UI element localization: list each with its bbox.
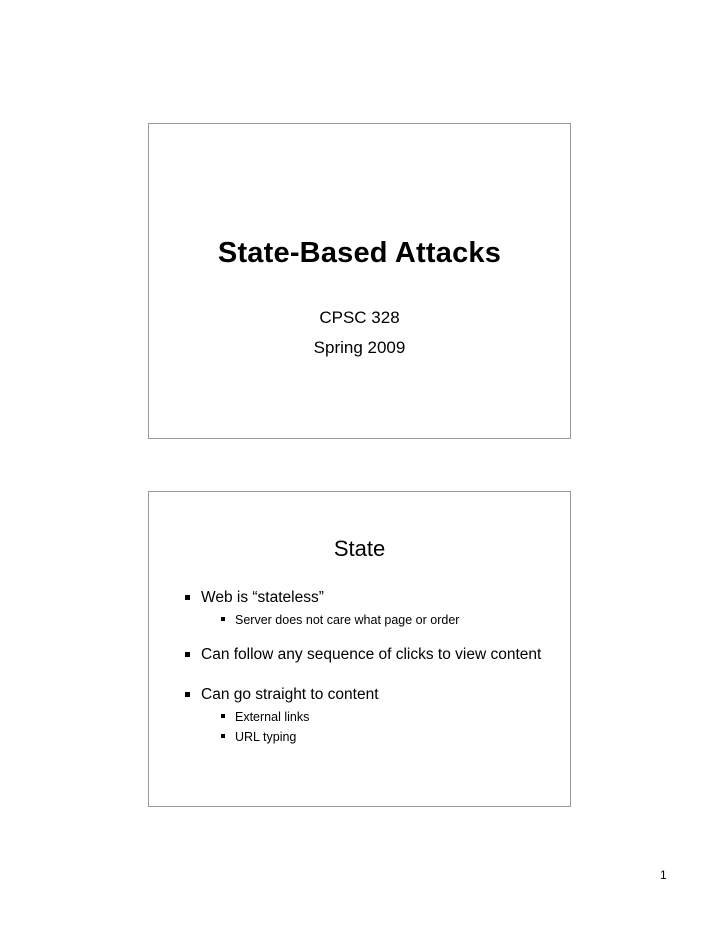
bullet-text: Can go straight to content — [201, 686, 379, 703]
sub-bullet-item — [221, 707, 550, 727]
slide-2-title: State — [333, 536, 386, 561]
sub-bullet-text: External links — [235, 710, 310, 724]
sub-bullet-text: Server does not care what page or order — [235, 613, 460, 627]
bullet-square-icon — [185, 595, 190, 600]
slide-1 — [148, 123, 571, 439]
bullet-text: Can follow any sequence of clicks to view content — [201, 646, 542, 663]
bullet-square-icon — [185, 692, 190, 697]
sub-bullet-list — [201, 610, 550, 630]
bullet-text: Web is “stateless” — [201, 589, 324, 606]
sub-bullet-item — [221, 610, 550, 630]
bullet-item — [185, 684, 550, 747]
slide-1-course: CPSC 328 — [319, 308, 400, 327]
bullet-item — [185, 644, 550, 665]
sub-bullet-item — [221, 727, 550, 747]
slide-1-title: State-Based Attacks — [217, 237, 502, 269]
sub-bullet-text: URL typing — [235, 730, 297, 744]
bullet-item — [185, 587, 550, 630]
slide-2 — [148, 491, 571, 807]
sub-bullet-square-icon — [221, 617, 225, 621]
page-number: 1 — [660, 868, 667, 882]
sub-bullet-list — [201, 707, 550, 747]
bullet-list — [185, 587, 550, 747]
sub-bullet-square-icon — [221, 734, 225, 738]
bullet-square-icon — [185, 652, 190, 657]
sub-bullet-square-icon — [221, 714, 225, 718]
slide-1-term: Spring 2009 — [313, 338, 406, 357]
